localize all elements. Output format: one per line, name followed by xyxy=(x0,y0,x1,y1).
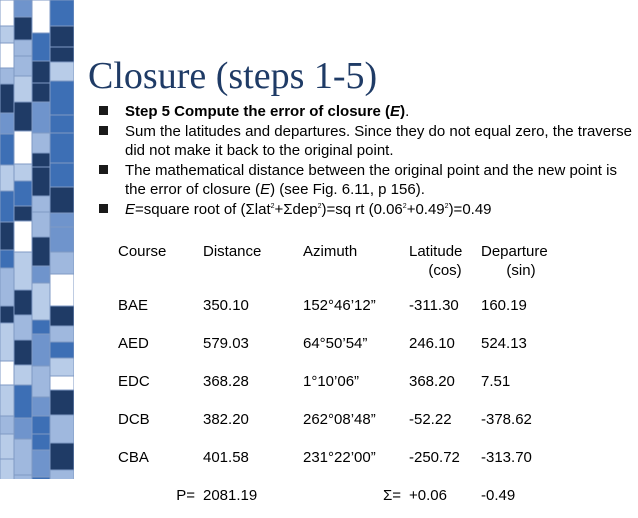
cell-course: EDC xyxy=(118,373,150,390)
cell-course: DCB xyxy=(118,411,150,428)
totals-row xyxy=(110,480,561,518)
cell-latitude: -52.22 xyxy=(409,411,452,428)
header-azimuth: Azimuth xyxy=(303,243,358,260)
bullet-item xyxy=(98,122,633,160)
cell-distance: 368.28 xyxy=(203,373,249,390)
latitude-sub: (cos) xyxy=(428,262,462,279)
bullet-text: Sum the latitudes and departures. Since they do not equal zero, the traverse did not make it back to the original point. xyxy=(125,123,632,159)
cell-azimuth: 1°10’06” xyxy=(303,373,360,390)
cell-course: BAE xyxy=(118,297,149,314)
cell-latitude: -311.30 xyxy=(409,297,459,314)
formula-part: +Σdep xyxy=(274,201,318,218)
sum-latitude: +0.06 xyxy=(409,487,447,504)
perimeter-value: 2081.19 xyxy=(203,487,258,504)
cell-distance: 382.20 xyxy=(203,411,249,428)
bullet-text: ) (see Fig. 6.11, p 156). xyxy=(270,181,425,198)
cell-latitude: 246.10 xyxy=(409,335,455,352)
bullet-item xyxy=(98,161,633,199)
cell-azimuth: 64°50’54” xyxy=(303,335,368,352)
cell-distance: 350.10 xyxy=(203,297,249,314)
header-departure xyxy=(481,240,561,290)
error-variable: E xyxy=(260,181,271,198)
header-course: Course xyxy=(118,243,167,260)
latitude-label: Latitude xyxy=(409,243,463,260)
decorative-tile-strip xyxy=(0,0,74,479)
header-latitude xyxy=(409,240,481,290)
cell-departure: 524.13 xyxy=(481,335,527,352)
cell-course: AED xyxy=(118,335,149,352)
step5-heading: Step 5 Compute the error of closure ( xyxy=(125,103,391,120)
step5-heading-close: ) xyxy=(400,103,406,120)
cell-distance: 401.58 xyxy=(203,449,249,466)
formula-exponent: 2 xyxy=(270,203,275,210)
bullet-text: The mathematical distance between the original point and the new point is the error of closure ( xyxy=(125,162,617,198)
sum-departure: -0.49 xyxy=(481,487,516,504)
bullet-item xyxy=(98,102,633,121)
cell-latitude: -250.72 xyxy=(409,449,460,466)
table-row xyxy=(110,290,561,328)
formula-part: )=0.49 xyxy=(448,201,492,218)
perimeter-label: P= xyxy=(176,487,195,504)
error-variable: E xyxy=(390,103,401,120)
cell-azimuth: 262°08’48” xyxy=(303,411,376,428)
table-row xyxy=(110,404,561,442)
bullet-list xyxy=(98,102,633,220)
table-row xyxy=(110,366,561,404)
formula-exponent: 2 xyxy=(317,203,322,210)
traverse-table xyxy=(110,240,561,518)
cell-course: CBA xyxy=(118,449,149,466)
cell-latitude: 368.20 xyxy=(409,373,455,390)
cell-departure: -313.70 xyxy=(481,449,532,466)
square-bullet-icon xyxy=(99,204,108,213)
formula-part: )=sq rt (0.06 xyxy=(321,201,403,218)
cell-departure: 160.19 xyxy=(481,297,527,314)
square-bullet-icon xyxy=(99,165,108,174)
formula-part: =square root of (Σlat xyxy=(135,201,271,218)
departure-label: Departure xyxy=(481,243,548,260)
cell-departure: -378.62 xyxy=(481,411,532,428)
cell-azimuth: 231°22’00” xyxy=(303,449,376,466)
departure-sub: (sin) xyxy=(506,262,536,279)
step5-period: . xyxy=(405,103,410,120)
sum-label: Σ= xyxy=(382,487,401,504)
table-header-row xyxy=(110,240,561,290)
formula-part: +0.49 xyxy=(406,201,445,218)
header-distance: Distance xyxy=(203,243,262,260)
error-variable: E xyxy=(125,201,136,218)
formula-exponent: 2 xyxy=(402,203,407,210)
table-row xyxy=(110,328,561,366)
bullet-item xyxy=(98,200,633,219)
cell-distance: 579.03 xyxy=(203,335,249,352)
square-bullet-icon xyxy=(99,106,108,115)
square-bullet-icon xyxy=(99,126,108,135)
formula-exponent: 2 xyxy=(444,203,449,210)
slide-title: Closure (steps 1-5) xyxy=(88,55,378,97)
table-row xyxy=(110,442,561,480)
cell-azimuth: 152°46’12” xyxy=(303,297,376,314)
cell-departure: 7.51 xyxy=(481,373,511,390)
